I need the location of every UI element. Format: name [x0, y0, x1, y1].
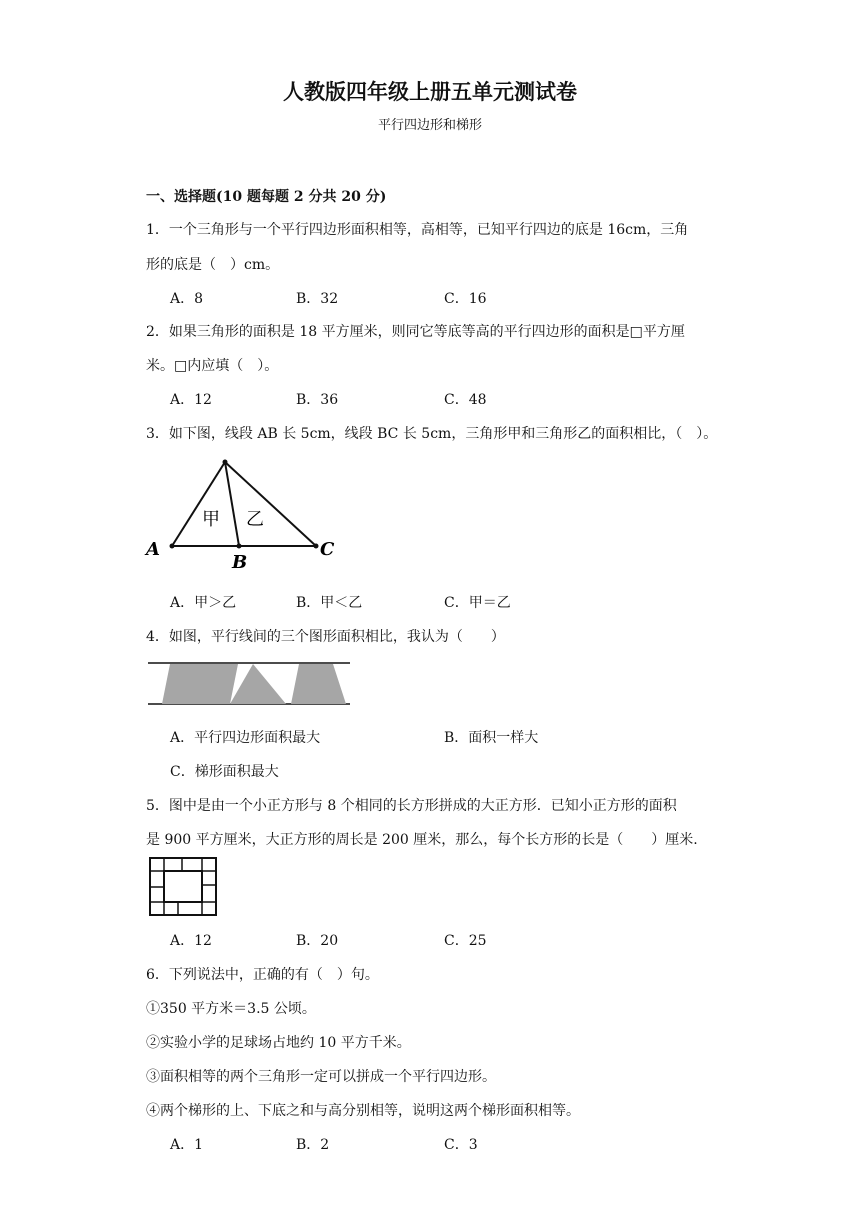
question-6-option-c: C．3 [444, 1137, 478, 1153]
question-3-line-1: 3．如下图，线段 AB 长 5cm，线段 BC 长 5cm，三角形甲和三角形乙的面积相比，（ ）。 [146, 426, 718, 442]
label-jia: 甲 [202, 509, 220, 530]
question-4-option-c: C．梯形面积最大 [170, 764, 279, 780]
inner-square [164, 871, 202, 902]
question-5-line-1: 5．图中是由一个小正方形与 8 个相同的长方形拼成的大正方形．已知小正方形的面积 [146, 798, 677, 814]
question-3-option-b: B．甲＜乙 [296, 595, 363, 611]
triangle-shape [230, 664, 286, 704]
question-1-line-1: 1．一个三角形与一个平行四边形面积相等，高相等，已知平行四边的底是 16cm，三角 [146, 222, 689, 238]
question-6-option-a: A．1 [170, 1137, 204, 1153]
page-subtitle: 平行四边形和梯形 [377, 118, 482, 133]
triangle-side-c [225, 462, 316, 546]
question-5-option-b: B．20 [296, 933, 339, 949]
question-2-line-2: 米。□内应填（ ）。 [146, 358, 279, 374]
question-6-statement-4: ④两个梯形的上、下底之和与高分别相等，说明这两个梯形面积相等。 [146, 1103, 580, 1119]
vertex-b [237, 544, 242, 549]
question-5-line-2: 是 900 平方厘米，大正方形的周长是 200 厘米，那么，每个长方形的长是（ ）厘米. [146, 832, 698, 848]
question-2-line-1: 2．如果三角形的面积是 18 平方厘米，则同它等底等高的平行四边形的面积是□平方厘 [146, 324, 685, 340]
vertex-c [314, 544, 319, 549]
triangle-side-a [172, 462, 225, 546]
parallel-shapes-figure [146, 658, 356, 710]
question-4-option-b: B．面积一样大 [444, 730, 539, 746]
vertex-top [223, 460, 228, 465]
question-6-option-b: B．2 [296, 1137, 330, 1153]
question-6-statement-3: ③面积相等的两个三角形一定可以拼成一个平行四边形。 [146, 1069, 496, 1085]
question-4-option-a: A．平行四边形面积最大 [170, 730, 321, 746]
square-puzzle-figure [148, 856, 220, 918]
question-5-option-c: C．25 [444, 933, 487, 949]
label-point-a: A [146, 539, 160, 560]
question-3-option-a: A．甲＞乙 [170, 595, 237, 611]
question-2-option-c: C．48 [444, 392, 487, 408]
question-1-option-b: B．32 [296, 291, 339, 307]
question-1-option-c: C．16 [444, 291, 487, 307]
vertex-a [170, 544, 175, 549]
page-title: 人教版四年级上册五单元测试卷 [283, 80, 577, 104]
section-heading: 一、选择题(10 题每题 2 分共 20 分) [146, 189, 387, 205]
question-2-option-a: A．12 [170, 392, 212, 408]
question-2-option-b: B．36 [296, 392, 339, 408]
question-4-line-1: 4．如图，平行线间的三个图形面积相比，我认为（ ） [146, 629, 505, 645]
trapezoid-shape [291, 664, 346, 704]
triangle-median [225, 462, 239, 546]
label-point-b: B [232, 552, 248, 573]
label-point-c: C [320, 539, 335, 560]
triangle-figure [140, 455, 350, 575]
parallelogram-shape [162, 664, 238, 704]
question-3-option-c: C．甲＝乙 [444, 595, 511, 611]
question-5-option-a: A．12 [170, 933, 212, 949]
question-1-option-a: A．8 [170, 291, 204, 307]
label-yi: 乙 [246, 509, 264, 530]
question-6-statement-1: ①350 平方米＝3.5 公顷。 [146, 1001, 316, 1017]
question-6-statement-2: ②实验小学的足球场占地约 10 平方千米。 [146, 1035, 411, 1051]
question-1-line-2: 形的底是（ ）cm。 [146, 257, 280, 273]
question-6-line-1: 6．下列说法中，正确的有（ ）句。 [146, 967, 379, 983]
